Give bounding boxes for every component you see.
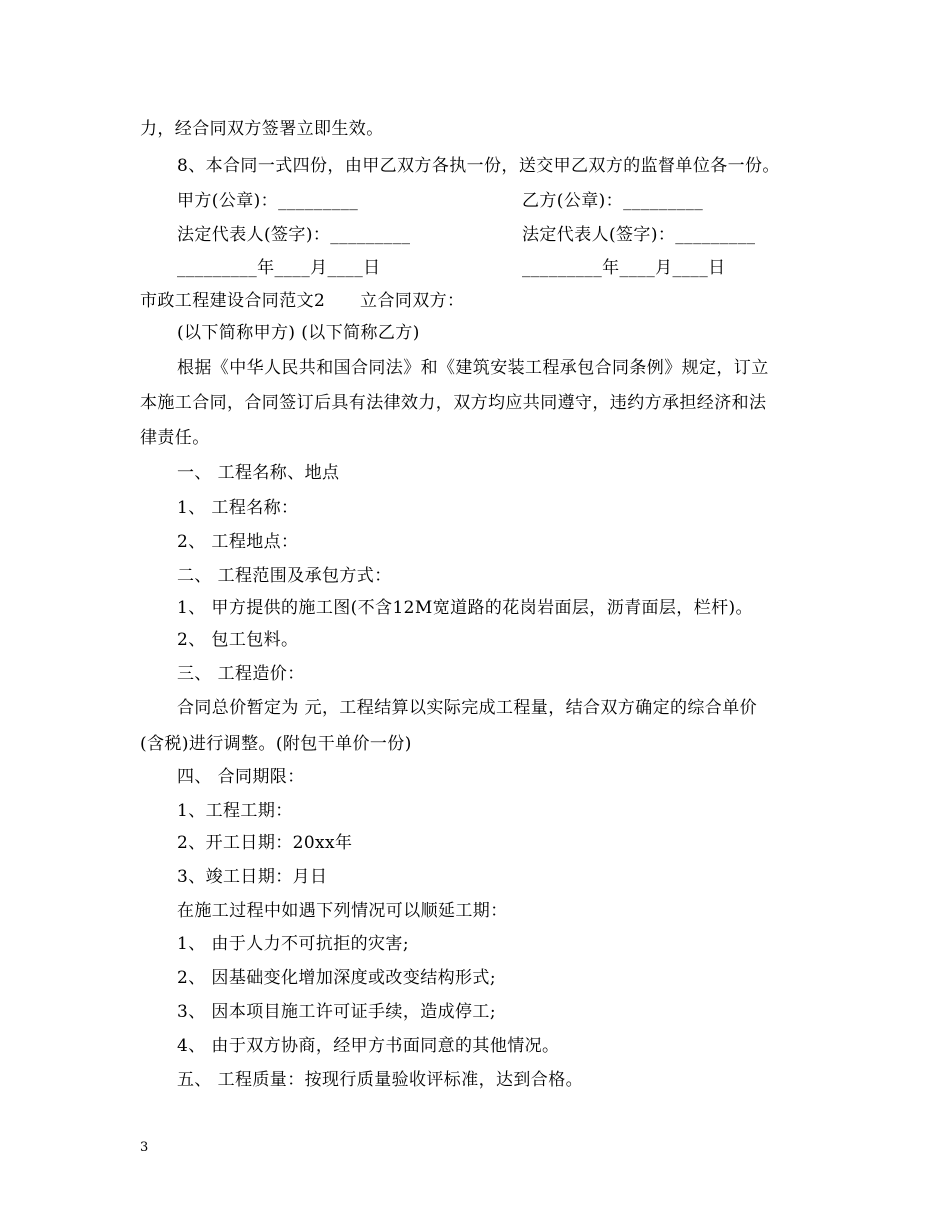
clause-heading: 一、 工程名称、地点 xyxy=(177,463,340,483)
paragraph-line: 律责任。 xyxy=(140,428,210,448)
clause-item: 3、 因本项目施工许可证手续，造成停工; xyxy=(177,1002,496,1022)
party-b-date: _________年____月____日 xyxy=(522,258,726,278)
clause-item: 4、 由于双方协商，经甲方书面同意的其他情况。 xyxy=(177,1036,560,1056)
paragraph-line: 力，经合同双方签署立即生效。 xyxy=(140,119,384,139)
paragraph-line: 根据《中华人民共和国合同法》和《建筑安装工程承包合同条例》规定，订立 xyxy=(177,358,769,378)
party-b-seal: 乙方(公章)：_________ xyxy=(522,191,704,211)
paragraph-line: (以下简称甲方) (以下简称乙方) xyxy=(177,323,420,343)
paragraph-line: 本施工合同，合同签订后具有法律效力，双方均应共同遵守，违约方承担经济和法 xyxy=(140,393,767,413)
clause-item: 1、 工程名称： xyxy=(177,498,299,518)
clause-item: 2、开工日期：20xx年 xyxy=(177,833,353,853)
clause-item: 2、 包工包料。 xyxy=(177,630,299,650)
clause-item: 3、竣工日期：月日 xyxy=(177,867,328,887)
party-a-representative: 法定代表人(签字)：_________ xyxy=(177,225,411,245)
clause-heading: 三、 工程造价： xyxy=(177,664,305,684)
section-heading: 市政工程建设合同范文2 立合同双方： xyxy=(140,291,465,311)
party-a-date: _________年____月____日 xyxy=(177,258,381,278)
paragraph-line: (含税)进行调整。(附包干单价一份) xyxy=(140,734,412,754)
clause-heading: 五、 工程质量：按现行质量验收评标准，达到合格。 xyxy=(177,1070,584,1090)
clause-item: 1、 甲方提供的施工图(不含12M宽道路的花岗岩面层，沥青面层，栏杆)。 xyxy=(177,598,753,618)
clause-heading: 二、 工程范围及承包方式： xyxy=(177,566,392,586)
clause-item: 2、 工程地点： xyxy=(177,532,299,552)
clause-item: 1、 由于人力不可抗拒的灾害; xyxy=(177,934,409,954)
clause-item: 2、 因基础变化增加深度或改变结构形式; xyxy=(177,968,496,988)
page-number: 3 xyxy=(140,1140,149,1155)
paragraph-line: 在施工过程中如遇下列情况可以顺延工期： xyxy=(177,901,508,921)
paragraph-line: 8、本合同一式四份，由甲乙双方各执一份，送交甲乙双方的监督单位各一份。 xyxy=(177,156,780,176)
paragraph-line: 合同总价暂定为 元，工程结算以实际完成工程量，结合双方确定的综合单价 xyxy=(177,698,758,718)
clause-heading: 四、 合同期限： xyxy=(177,767,305,787)
party-b-representative: 法定代表人(签字)：_________ xyxy=(522,225,756,245)
clause-item: 1、工程工期： xyxy=(177,801,293,821)
party-a-seal: 甲方(公章)：_________ xyxy=(177,191,359,211)
